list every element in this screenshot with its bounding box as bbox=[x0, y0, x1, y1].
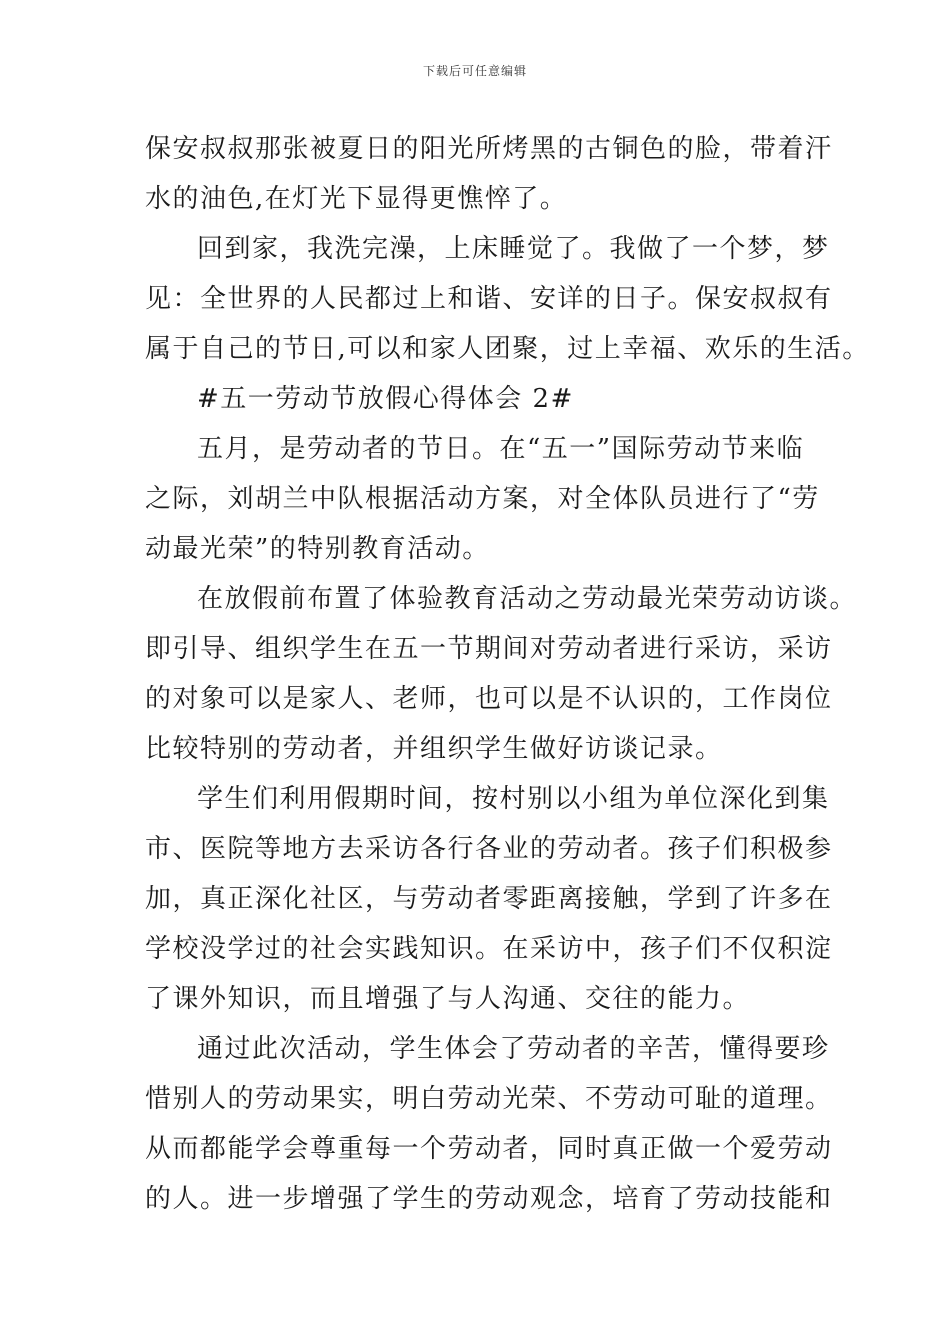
document-body bbox=[145, 124, 870, 1224]
text-line: 属于自己的节日,可以和家人团聚，过上幸福、欢乐的生活。 bbox=[145, 334, 870, 364]
text-line: 加，真正深化社区，与劳动者零距离接触，学到了许多在 bbox=[145, 884, 833, 914]
paragraph-start: 学生们利用假期时间，按村别以小组为单位深化到集 bbox=[197, 784, 830, 814]
text-line: 保安叔叔那张被夏日的阳光所烤黑的古铜色的脸，带着汗 bbox=[145, 134, 833, 164]
text-line: 比较特别的劳动者，并组织学生做好访谈记录。 bbox=[145, 734, 723, 764]
text-line: 即引导、组织学生在五一节期间对劳动者进行采访，采访 bbox=[145, 634, 833, 664]
paragraph-start: 回到家，我洗完澡，上床睡觉了。我做了一个梦，梦 bbox=[197, 234, 830, 264]
text-line: 之际，刘胡兰中队根据活动方案，对全体队员进行了“劳 bbox=[145, 484, 820, 514]
text-line: 学校没学过的社会实践知识。在采访中，孩子们不仅积淀 bbox=[145, 934, 833, 964]
text-line: 惜别人的劳动果实，明白劳动光荣、不劳动可耻的道理。 bbox=[145, 1084, 833, 1114]
paragraph-start: 通过此次活动，学生体会了劳动者的辛苦，懂得要珍 bbox=[197, 1034, 830, 1064]
text-line: 水的油色,在灯光下显得更憔悴了。 bbox=[145, 184, 568, 214]
page-header: 下载后可任意编辑 bbox=[422, 64, 527, 78]
text-line: 从而都能学会尊重每一个劳动者，同时真正做一个爱劳动 bbox=[145, 1134, 833, 1164]
section-heading: #五一劳动节放假心得体会 2# bbox=[197, 384, 574, 414]
text-line: 市、医院等地方去采访各行各业的劳动者。孩子们积极参 bbox=[145, 834, 833, 864]
text-line: 动最光荣”的特别教育活动。 bbox=[145, 534, 490, 564]
paragraph-start: 在放假前布置了体验教育活动之劳动最光荣劳动访谈。 bbox=[197, 584, 858, 614]
text-line: 的对象可以是家人、老师，也可以是不认识的，工作岗位 bbox=[145, 684, 833, 714]
text-line: 见：全世界的人民都过上和谐、安详的日子。保安叔叔有 bbox=[145, 284, 833, 314]
paragraph-start: 五月，是劳动者的节日。在“五一”国际劳动节来临 bbox=[197, 434, 805, 464]
text-line: 了课外知识，而且增强了与人沟通、交往的能力。 bbox=[145, 984, 751, 1014]
text-line: 的人。进一步增强了学生的劳动观念，培育了劳动技能和 bbox=[145, 1184, 833, 1214]
